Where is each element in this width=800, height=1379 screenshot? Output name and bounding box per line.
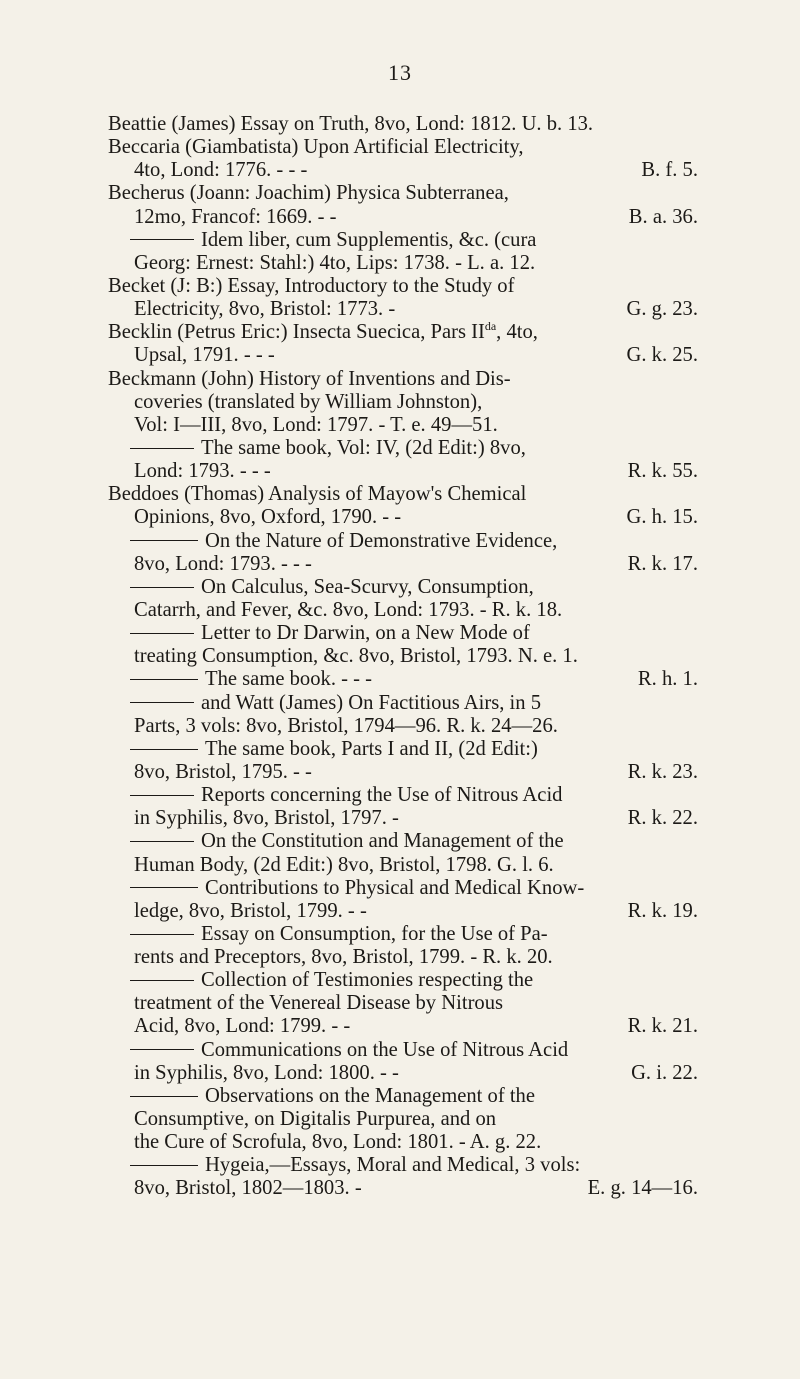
- entry-text: 8vo, Lond: 1793. - - -: [134, 552, 312, 575]
- entry-text: Electricity, 8vo, Bristol: 1773. -: [134, 298, 396, 321]
- ditto-rule: [130, 795, 194, 796]
- entry-continuation-line: [108, 391, 698, 414]
- entry-ditto-line: [108, 1085, 698, 1108]
- entry-continuation-line: [108, 553, 698, 576]
- entry-continuation-line: [108, 599, 698, 622]
- entry-text: 8vo, Bristol, 1795. - -: [134, 760, 312, 783]
- entry-ditto-line: [108, 1154, 698, 1177]
- entry-continuation-line: [108, 1015, 698, 1038]
- entry-text: rents and Preceptors, 8vo, Bristol, 1799. - R. k. 20.: [134, 946, 553, 969]
- shelf-mark: R. k. 17.: [627, 552, 698, 575]
- shelf-mark: R. k. 19.: [627, 899, 698, 922]
- entry-text: On the Constitution and Management of the: [201, 830, 564, 853]
- entry-text: Collection of Testimonies respecting the: [201, 969, 534, 992]
- entry-text-tail: , 4to,: [496, 321, 538, 344]
- entry-text: Lond: 1793. - - -: [134, 460, 271, 483]
- entry-ditto-line: [108, 622, 698, 645]
- entry-text: The same book. - - -: [205, 668, 372, 691]
- ditto-rule: [130, 633, 194, 634]
- entry-heading-line: [108, 113, 698, 136]
- entry-heading-line: [108, 136, 698, 159]
- ditto-rule: [130, 887, 198, 888]
- ditto-rule: [130, 679, 198, 680]
- entry-continuation-line: [108, 761, 698, 784]
- entry-continuation-line: [108, 992, 698, 1015]
- ditto-rule: [130, 1165, 198, 1166]
- shelf-mark: G. k. 25.: [626, 344, 698, 367]
- entry-text: Beckmann (John) History of Inventions and Dis-: [108, 367, 511, 390]
- ditto-rule: [130, 980, 194, 981]
- entry-text: the Cure of Scrofula, 8vo, Lond: 1801. - A. g. 22.: [134, 1131, 542, 1154]
- entry-ditto-line: [108, 229, 698, 252]
- entry-text: Communications on the Use of Nitrous Acid: [201, 1038, 569, 1061]
- entry-text: in Syphilis, 8vo, Bristol, 1797. -: [134, 807, 399, 830]
- entry-text: ledge, 8vo, Bristol, 1799. - -: [134, 899, 367, 922]
- entry-text: On the Nature of Demonstrative Evidence,: [205, 529, 558, 552]
- entry-text: Beddoes (Thomas) Analysis of Mayow's Chemical: [108, 483, 527, 506]
- entry-text: Georg: Ernest: Stahl:) 4to, Lips: 1738. - L. a. 12.: [134, 251, 536, 274]
- entry-text: in Syphilis, 8vo, Lond: 1800. - -: [134, 1061, 399, 1084]
- entry-heading-line: [108, 368, 698, 391]
- entry-continuation-line: [108, 854, 698, 877]
- entry-continuation-line: [108, 946, 698, 969]
- entry-text: Beccaria (Giambatista) Upon Artificial Electricity,: [108, 136, 524, 159]
- entry-text: Beattie (James) Essay on Truth, 8vo, Lond: 1812. U. b. 13.: [108, 113, 594, 135]
- page-number: 13: [388, 60, 412, 85]
- entry-continuation-line: [108, 715, 698, 738]
- entry-text: 12mo, Francof: 1669. - -: [134, 205, 337, 228]
- entry-continuation-line: [108, 900, 698, 923]
- entry-text: Essay on Consumption, for the Use of Pa-: [201, 922, 548, 945]
- entry-continuation-line: [108, 1131, 698, 1154]
- entry-text: coveries (translated by William Johnston),: [134, 390, 483, 413]
- entry-text: Consumptive, on Digitalis Purpurea, and on: [134, 1108, 497, 1131]
- entry-text: treating Consumption, &c. 8vo, Bristol, 1793. N. e. 1.: [134, 645, 578, 668]
- entry-ditto-line: [108, 1039, 698, 1062]
- ditto-rule: [130, 239, 194, 240]
- entry-heading-line: [108, 182, 698, 205]
- shelf-mark: R. k. 22.: [627, 807, 698, 830]
- entry-ditto-line: [108, 576, 698, 599]
- shelf-mark: G. g. 23.: [626, 298, 698, 321]
- entry-continuation-line: [108, 206, 698, 229]
- ditto-rule: [130, 587, 194, 588]
- entry-text: Catarrh, and Fever, &c. 8vo, Lond: 1793. - R. k. 18.: [134, 598, 563, 621]
- entry-text: Contributions to Physical and Medical Know-: [205, 876, 585, 899]
- entry-text: Upsal, 1791. - - -: [134, 344, 275, 367]
- entry-ditto-line: [108, 784, 698, 807]
- entry-heading-line: [108, 321, 698, 344]
- ditto-rule: [130, 841, 194, 842]
- entry-ditto-line: [108, 530, 698, 553]
- entry-continuation-line: [108, 1062, 698, 1085]
- shelf-mark: E. g. 14—16.: [587, 1177, 698, 1200]
- entry-text: Hygeia,—Essays, Moral and Medical, 3 vols:: [205, 1154, 581, 1177]
- entry-continuation-line: [108, 414, 698, 437]
- entry-ditto-line: [108, 923, 698, 946]
- ditto-rule: [130, 540, 198, 541]
- entry-text: 4to, Lond: 1776. - - -: [134, 159, 308, 182]
- entry-continuation-line: [108, 1177, 698, 1200]
- entry-ditto-line: [108, 877, 698, 900]
- ditto-rule: [130, 448, 194, 449]
- entry-heading-line: [108, 483, 698, 506]
- superscript: da: [484, 319, 497, 334]
- entry-continuation-line: [108, 645, 698, 668]
- entry-text: The same book, Vol: IV, (2d Edit:) 8vo,: [201, 436, 526, 459]
- shelf-mark: R. k. 23.: [627, 760, 698, 783]
- entry-continuation-line: [108, 298, 698, 321]
- entry-continuation-line: [108, 1108, 698, 1131]
- entry-continuation-line: [108, 460, 698, 483]
- entry-ditto-line: [108, 668, 698, 691]
- entry-continuation-line: [108, 252, 698, 275]
- ditto-rule: [130, 749, 198, 750]
- entry-ditto-line: [108, 969, 698, 992]
- entry-continuation-line: [108, 807, 698, 830]
- entry-text: Opinions, 8vo, Oxford, 1790. - -: [134, 506, 402, 529]
- entry-heading-line: [108, 275, 698, 298]
- shelf-mark: R. h. 1.: [637, 668, 698, 691]
- entry-text: Parts, 3 vols: 8vo, Bristol, 1794—96. R. k. 24—26.: [134, 714, 558, 737]
- entry-text: Idem liber, cum Supplementis, &c. (cura: [201, 228, 537, 251]
- entry-text: Letter to Dr Darwin, on a New Mode of: [201, 622, 530, 645]
- catalogue-entries: [108, 113, 698, 1201]
- entry-text: Becket (J: B:) Essay, Introductory to the Study of: [108, 274, 515, 297]
- entry-ditto-line: [108, 692, 698, 715]
- shelf-mark: R. k. 21.: [627, 1015, 698, 1038]
- entry-ditto-line: [108, 738, 698, 761]
- entry-text: On Calculus, Sea-Scurvy, Consumption,: [201, 575, 534, 598]
- entry-continuation-line: [108, 506, 698, 529]
- shelf-mark: R. k. 55.: [627, 460, 698, 483]
- entry-text: The same book, Parts I and II, (2d Edit:): [205, 737, 538, 760]
- entry-continuation-line: [108, 159, 698, 182]
- entry-text: treatment of the Venereal Disease by Nitrous: [134, 992, 504, 1015]
- ditto-rule: [130, 1049, 194, 1050]
- shelf-mark: B. f. 5.: [641, 159, 698, 182]
- entry-text: Becherus (Joann: Joachim) Physica Subterranea,: [108, 182, 509, 205]
- entry-text: Vol: I—III, 8vo, Lond: 1797. - T. e. 49—51.: [134, 413, 498, 436]
- entry-ditto-line: [108, 437, 698, 460]
- entry-text: Observations on the Management of the: [205, 1084, 535, 1107]
- entry-continuation-line: [108, 344, 698, 367]
- entry-text: Acid, 8vo, Lond: 1799. - -: [134, 1015, 351, 1038]
- entry-text: and Watt (James) On Factitious Airs, in 5: [201, 691, 542, 714]
- shelf-mark: G. h. 15.: [626, 506, 698, 529]
- entry-text: Human Body, (2d Edit:) 8vo, Bristol, 1798. G. l. 6.: [134, 853, 554, 876]
- ditto-rule: [130, 1096, 198, 1097]
- ditto-rule: [130, 702, 194, 703]
- entry-ditto-line: [108, 830, 698, 853]
- entry-text: Becklin (Petrus Eric:) Insecta Suecica, Pars II: [108, 321, 485, 344]
- entry-text: Reports concerning the Use of Nitrous Acid: [201, 784, 563, 807]
- shelf-mark: B. a. 36.: [628, 205, 698, 228]
- entry-text: 8vo, Bristol, 1802—1803. -: [134, 1177, 362, 1200]
- ditto-rule: [130, 934, 194, 935]
- shelf-mark: G. i. 22.: [631, 1061, 698, 1084]
